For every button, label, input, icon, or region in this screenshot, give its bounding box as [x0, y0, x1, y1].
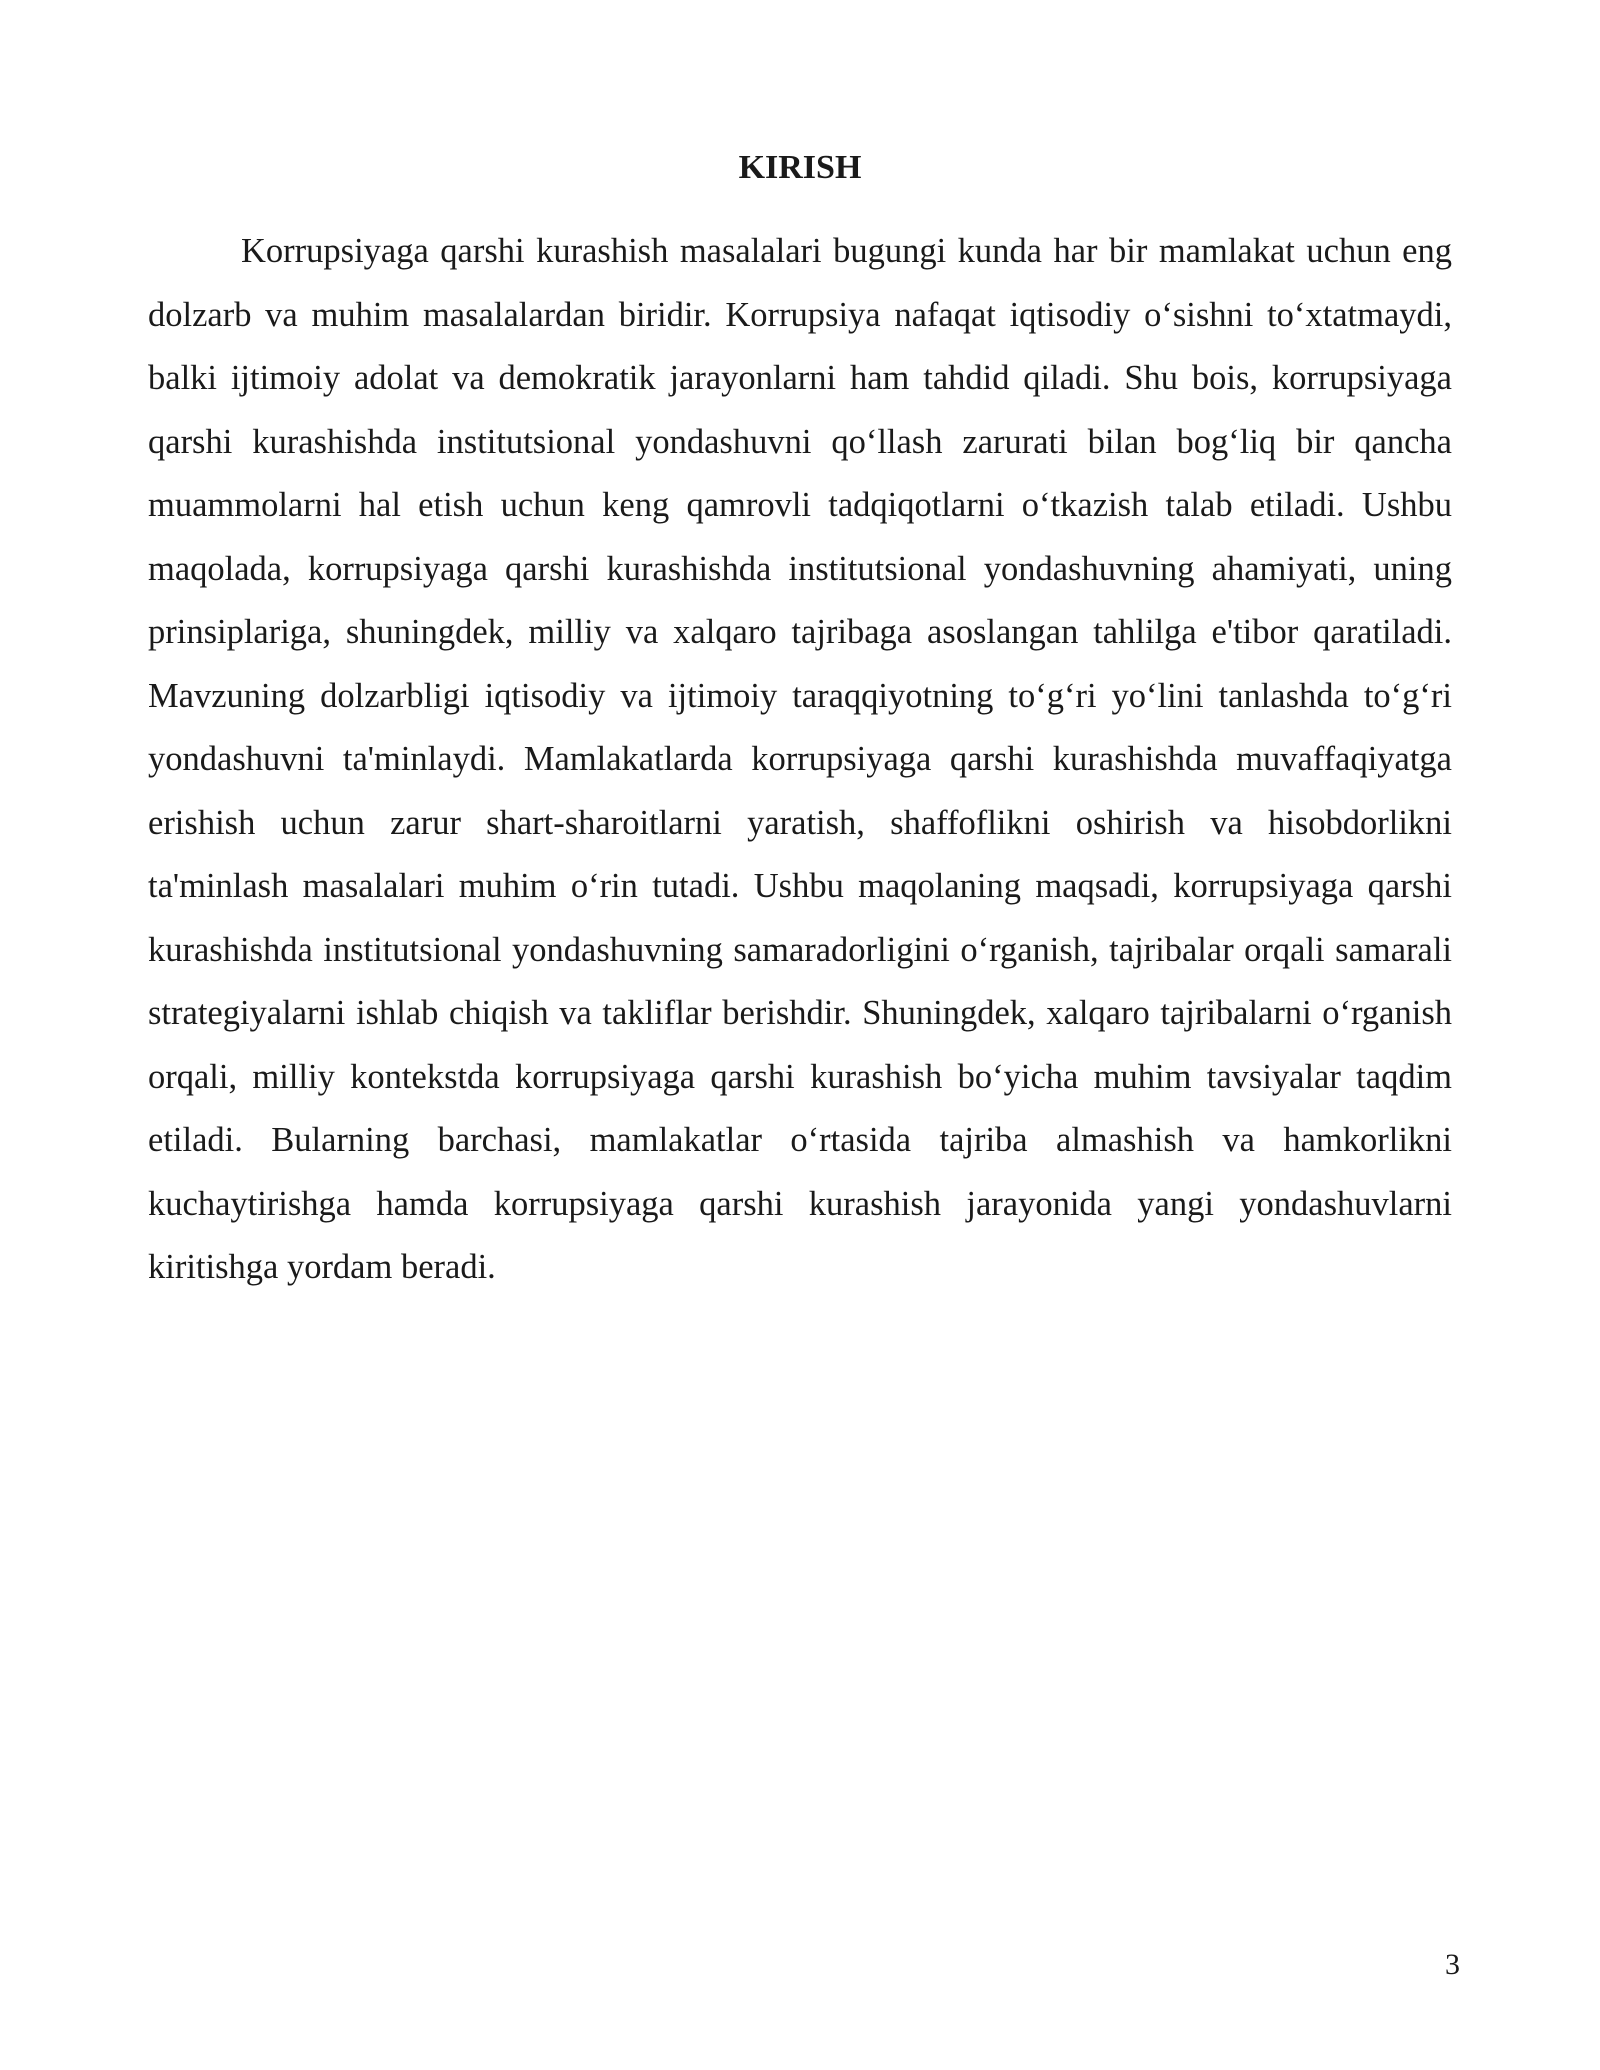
page-number: 3 [1445, 1948, 1460, 1981]
section-heading: KIRISH [738, 149, 862, 186]
body-paragraph: Korrupsiyaga qarshi kurashish masalalari bugungi kunda har bir mamlakat uchun eng dolzarb va muhim masalalardan biridir. Korrupsiya nafaqat iqtisodiy o‘sishni to‘xtatmaydi, balki ijtimoiy adolat va demokratik jarayonlarni ham tahdid qiladi. Shu bois, korrupsiyaga qarshi kurashishda institutsional yondashuvni qo‘llash zarurati bilan bog‘liq bir qancha muammolarni hal etish uchun keng qamrovli tadqiqotlarni o‘tkazish talab etiladi. Ushbu maqolada, korrupsiyaga qarshi kurashishda institutsional yondashuvning ahamiyati, uning prinsiplariga, shuningdek, milliy va xalqaro tajribaga asoslangan tahlilga e'tibor qaratiladi. Mavzuning dolzarbligi iqtisodiy va ijtimoiy taraqqiyotning to‘g‘ri yo‘lini tanlashda to‘g‘ri yondashuvni ta'minlaydi. Mamlakatlarda korrupsiyaga qarshi kurashishda muvaffaqiyatga erishish uchun zarur shart-sharoitlarni yaratish, shaffoflikni oshirish va hisobdorlikni ta'minlash masalalari muhim o‘rin tutadi. Ushbu maqolaning maqsadi, korrupsiyaga qarshi kurashishda institutsional yondashuvning samaradorligini o‘rganish, tajribalar orqali samarali strategiyalarni ishlab chiqish va takliflar berishdir. Shuningdek, xalqaro tajribalarni o‘rganish orqali, milliy kontekstda korrupsiyaga qarshi kurashish bo‘yicha muhim tavsiyalar taqdim etiladi. Bularning barchasi, mamlakatlar o‘rtasida tajriba almashish va hamkorlikni kuchaytirishga hamda korrupsiyaga qarshi kurashish jarayonida yangi yondashuvlarni kiritishga yordam beradi. [148, 232, 1452, 1286]
